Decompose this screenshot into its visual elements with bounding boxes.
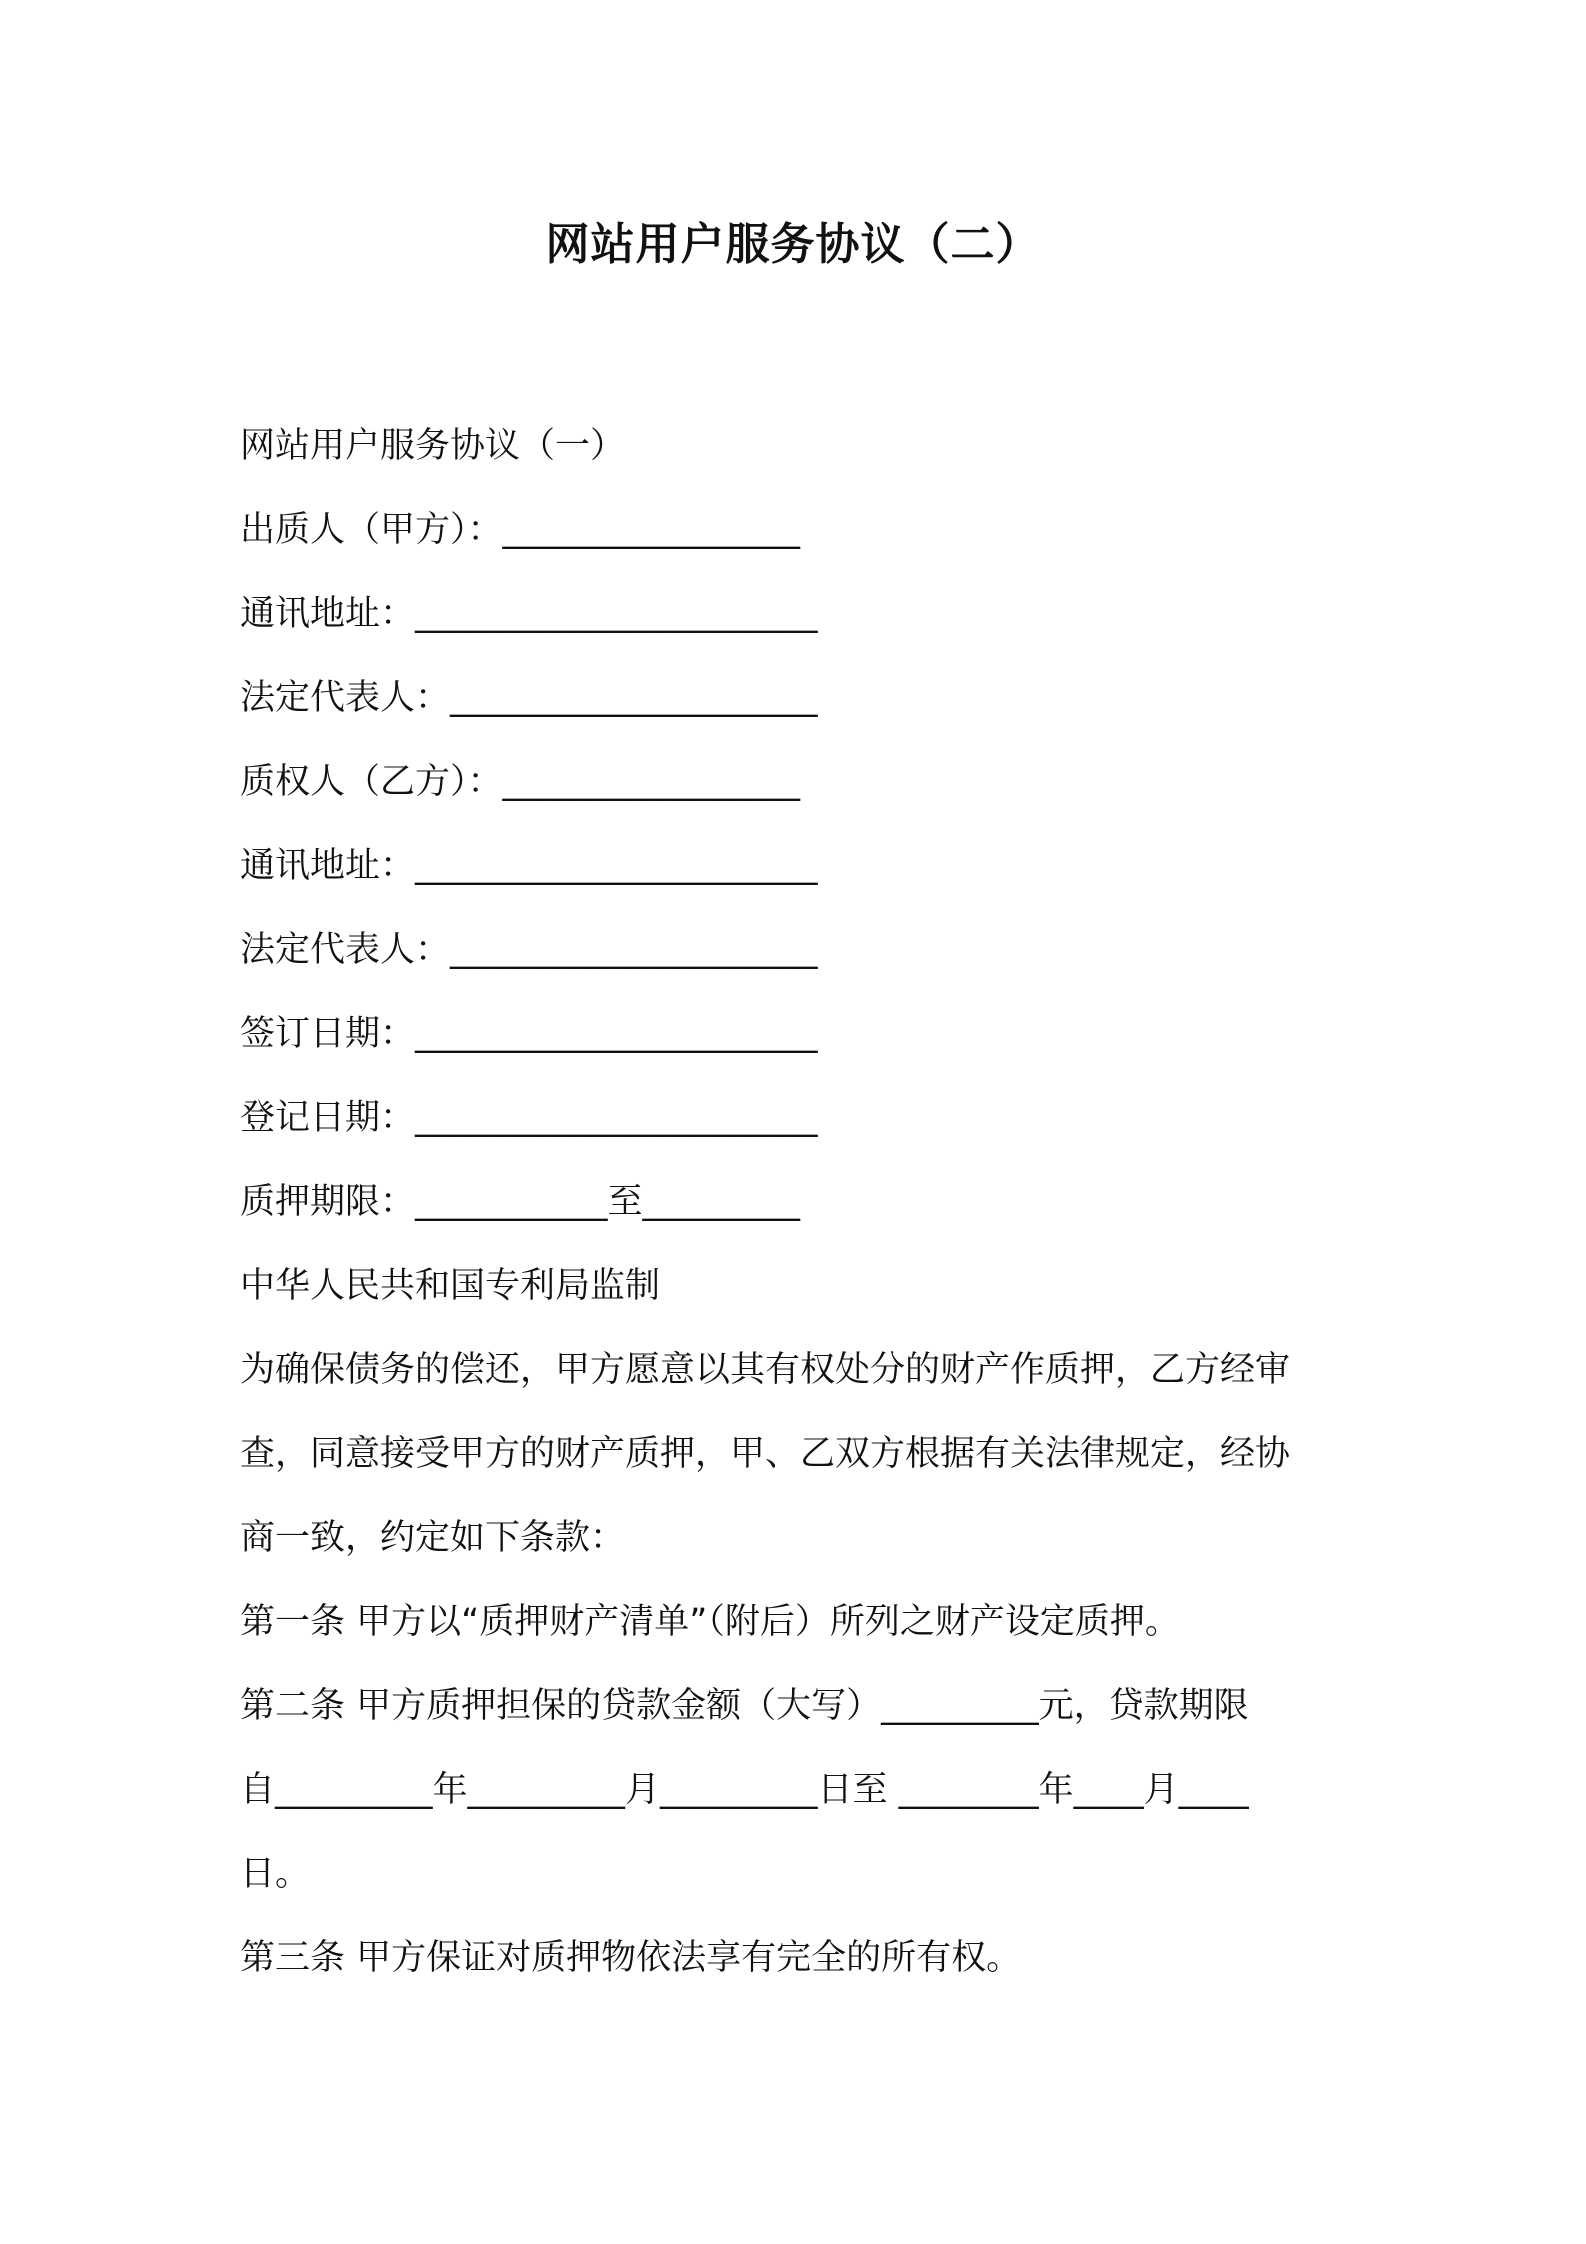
document-body	[240, 404, 1370, 2000]
article-2-line-2: 自_________年_________月_________日至 ________年____月____	[240, 1770, 1249, 1810]
pledgor-address-line: 通讯地址：_______________________	[240, 594, 818, 634]
preamble-line-2: 查，同意接受甲方的财产质押，甲、乙双方根据有关法律规定，经协	[240, 1434, 1291, 1474]
article-1-line: 第一条 甲方以“质押财产清单”（附后）所列之财产设定质押。	[240, 1602, 1180, 1642]
article-2-line-3: 日。	[240, 1854, 311, 1894]
preamble-line-1: 为确保债务的偿还，甲方愿意以其有权处分的财产作质押，乙方经审	[240, 1350, 1291, 1390]
pledgor-line: 出质人（甲方）：_________________	[240, 510, 801, 550]
article-3-line: 第三条 甲方保证对质押物依法享有完全的所有权。	[240, 1938, 1022, 1978]
subtitle-line: 网站用户服务协议（一）	[240, 426, 626, 466]
pledgee-representative-line: 法定代表人：_____________________	[240, 930, 818, 970]
preamble-line-3: 商一致，约定如下条款：	[240, 1518, 626, 1558]
article-2-line-1: 第二条 甲方质押担保的贷款金额（大写）_________元，贷款期限	[240, 1686, 1249, 1726]
issuer-line: 中华人民共和国专利局监制	[240, 1266, 661, 1306]
pledgee-address-line: 通讯地址：_______________________	[240, 846, 818, 886]
registration-date-line: 登记日期：_______________________	[240, 1098, 818, 1138]
pledgee-line: 质权人（乙方）：_________________	[240, 762, 801, 802]
pledge-term-line: 质押期限：___________至_________	[240, 1182, 801, 1222]
pledgor-representative-line: 法定代表人：_____________________	[240, 678, 818, 718]
document-title: 网站用户服务协议（二）	[545, 219, 1041, 270]
signing-date-line: 签订日期：_______________________	[240, 1014, 818, 1054]
